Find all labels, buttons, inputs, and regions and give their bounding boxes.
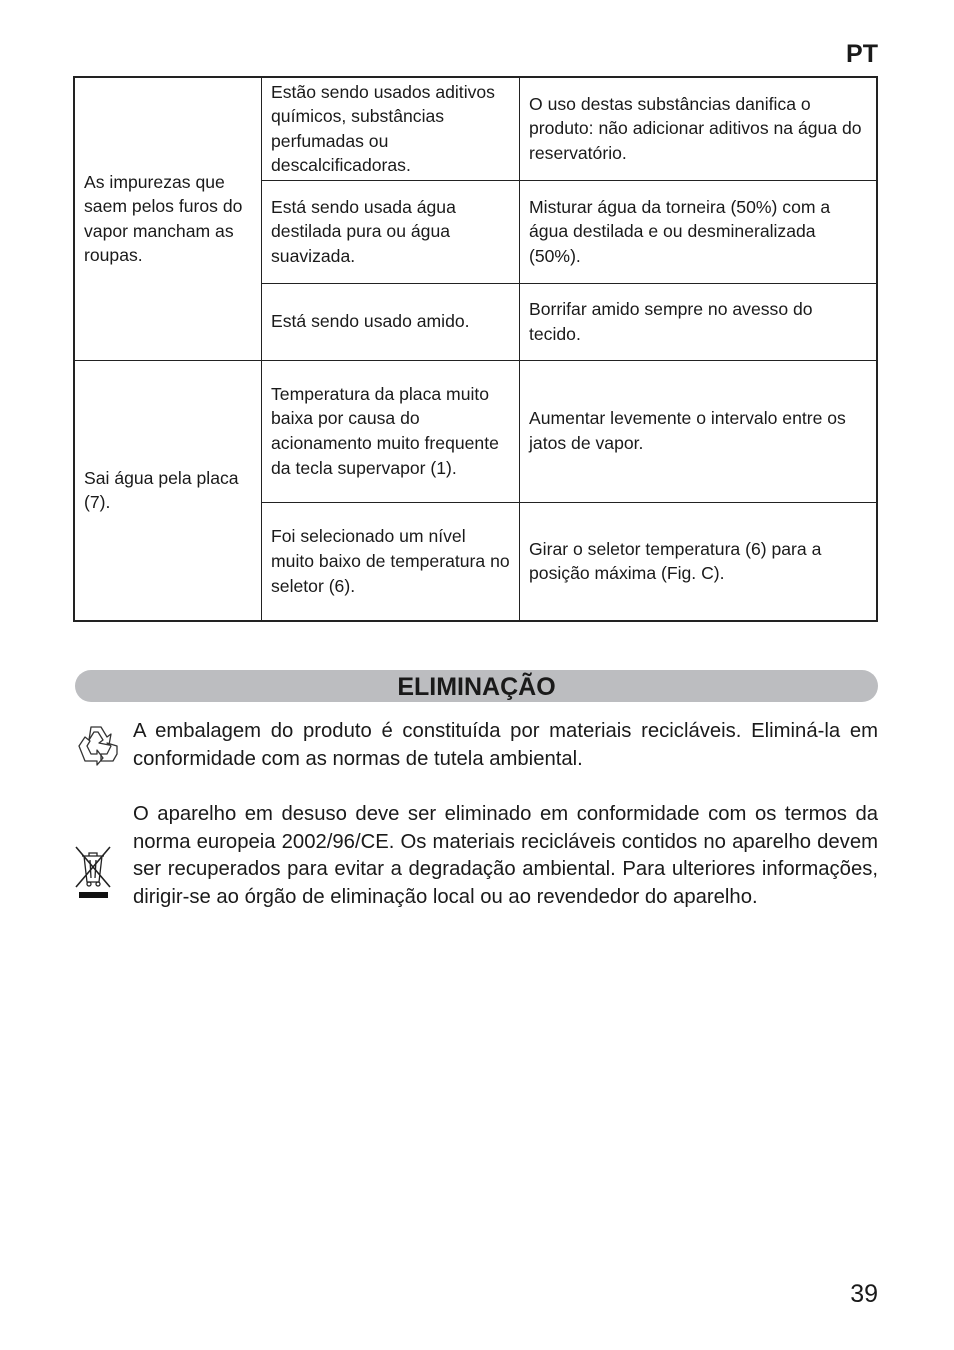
packaging-paragraph: A embalagem do produto é constituída por materiais recicláveis. Eliminá-la em conformidade com as normas de tutela ambiental. (133, 720, 878, 770)
section-title: ELIMINAÇÃO (75, 670, 878, 702)
cause-cell: Foi selecionado um nível muito baixo de temperatura no seletor (6). (262, 502, 520, 621)
table-row (74, 360, 877, 502)
crossed-bin-icon (73, 845, 113, 901)
cause-cell: Está sendo usada água destilada pura ou água suavizada. (262, 180, 520, 283)
troubleshooting-table (73, 76, 878, 622)
cause-cell: Temperatura da placa muito baixa por causa do acionamento muito frequente da tecla supervapor (1). (262, 360, 520, 502)
cause-cell: Está sendo usado amido. (262, 283, 520, 360)
recycle-icon (73, 724, 119, 768)
solution-cell: Girar o seletor temperatura (6) para a posição máxima (Fig. C). (520, 502, 878, 621)
disposal-paragraph: O aparelho em desuso deve ser eliminado em conformidade com os termos da norma europeia 2002/96/CE. Os materiais recicláveis contidos no aparelho devem ser recuperados para evitar a degradação ambiental. Para ulteriores informações, dirigir-se ao órgão de eliminação local ou ao revendedor do aparelho. (133, 803, 878, 908)
language-code: PT (846, 40, 878, 68)
solution-cell: O uso destas substâncias danifica o produto: não adicionar aditivos na água do reservatório. (520, 77, 878, 180)
solution-cell: Borrifar amido sempre no avesso do tecido. (520, 283, 878, 360)
problem-cell: Sai água pela placa (7). (74, 360, 262, 621)
solution-cell: Aumentar levemente o intervalo entre os jatos de vapor. (520, 360, 878, 502)
problem-cell: As impurezas que saem pelos furos do vapor mancham as roupas. (74, 77, 262, 360)
page-number: 39 (850, 1280, 878, 1308)
table-row (74, 77, 877, 180)
solution-cell: Misturar água da torneira (50%) com a água destilada e ou desmineralizada (50%). (520, 180, 878, 283)
cause-cell: Estão sendo usados aditivos químicos, substâncias perfumadas ou descalcificadoras. (262, 77, 520, 180)
